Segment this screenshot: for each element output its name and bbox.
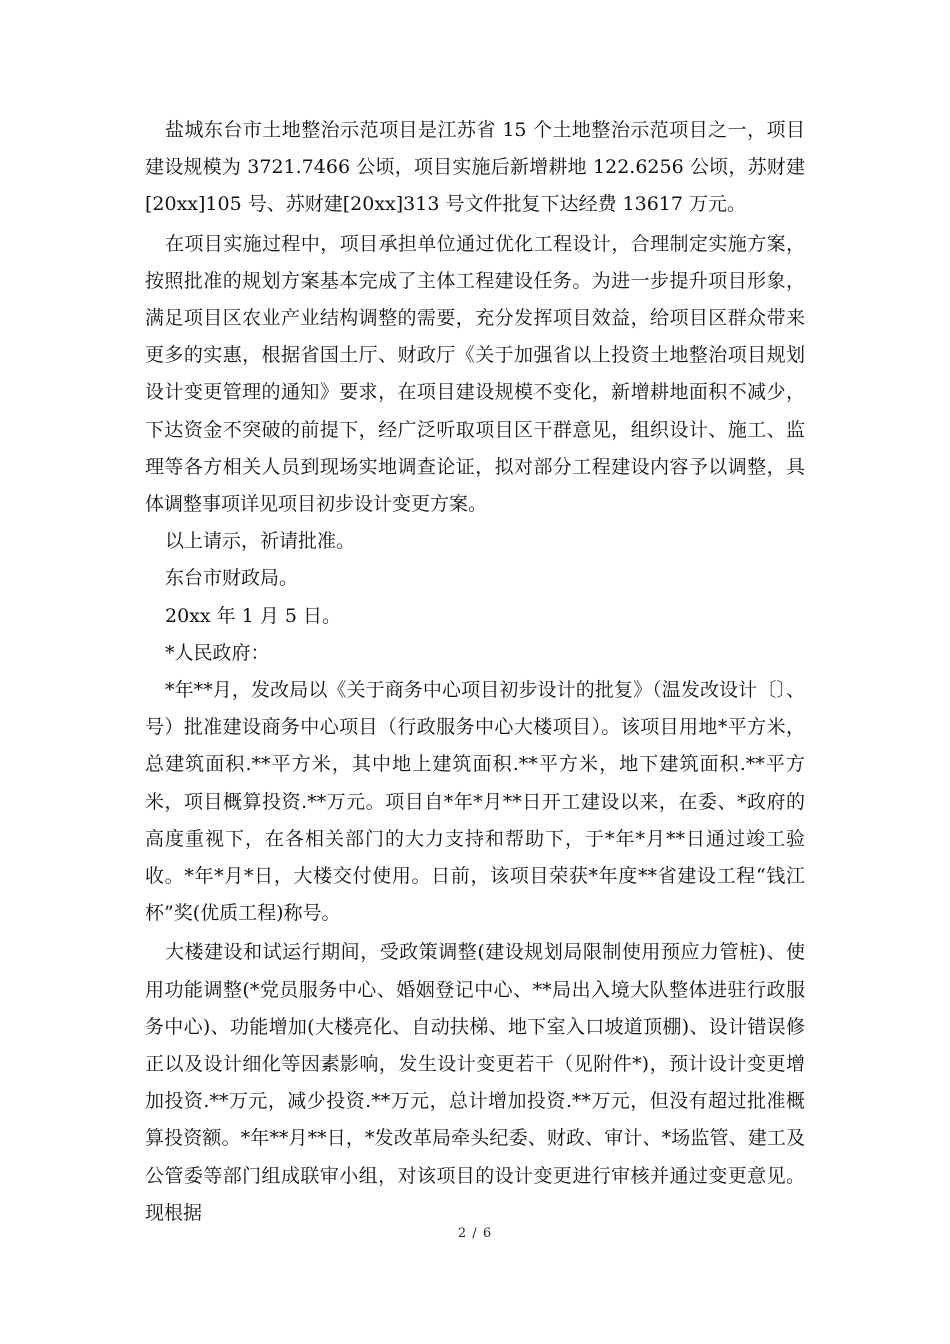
document-body bbox=[145, 112, 805, 1232]
paragraph-request-closing: 以上请示，祈请批准。 bbox=[165, 530, 356, 553]
paragraph-implementation: 在项目实施过程中，项目承担单位通过优化工程设计，合理制定实施方案，按照批准的规划方案基本完成了主体工程建设任务。为进一步提升项目形象，满足项目区农业产业结构调整的需要，充分发挥项目效益，给项目区群众带来更多的实惠，根据省国土厅、财政厅《关于加强省以上投资土地整治项目规划设计变更管理的通知》要求，在项目建设规模不变化，新增耕地面积不减少，下达资金不突破的前提下，经广泛听取项目区干群意见，组织设计、施工、监理等各方相关人员到现场实地调查论证，拟对部分工程建设内容予以调整，具体调整事项详见项目初步设计变更方案。 bbox=[145, 232, 805, 516]
paragraph-sender: 东台市财政局。 bbox=[165, 567, 299, 590]
paragraph-approval-history: *年**月，发改局以《关于商务中心项目初步设计的批复》（温发改设计〔〕、号）批准建设商务中心项目（行政服务中心大楼项目）。该项目用地*平方米，总建筑面积.**平方米，其中地上建筑面积.**平方米，地下建筑面积.**平方米，项目概算投资.**万元。项目自*年*月**日开工建设以来，在委、*政府的高度重视下，在各相关部门的大力支持和帮助下，于*年*月**日通过竣工验收。*年*月*日，大楼交付使用。日前，该项目荣获*年度**省建设工程“钱江杯”奖(优质工程)称号。 bbox=[145, 679, 805, 925]
paragraph-date: 20xx 年 1 月 5 日。 bbox=[165, 604, 341, 627]
page-number: 2 / 6 bbox=[457, 1226, 493, 1241]
paragraph-design-changes: 大楼建设和试运行期间，受政策调整(建设规划局限制使用预应力管桩)、使用功能调整(*党员服务中心、婚姻登记中心、**局出入境大队整体进驻行政服务中心)、功能增加(大楼亮化、自动扶梯、地下室入口坡道顶棚)、设计错误修正以及设计细化等因素影响，发生设计变更若干（见附件*)，预计设计变更增加投资.**万元，减少投资.**万元，总计增加投资.**万元，但没有超过批准概算投资额。*年**月**日，*发改革局牵头纪委、财政、审计、*场监管、建工及公管委等部门组成联审小组，对该项目的设计变更进行审核并通过变更意见。现根据 bbox=[145, 941, 805, 1224]
paragraph-salutation: *人民政府： bbox=[165, 641, 270, 664]
paragraph-project-intro: 盐城东台市土地整治示范项目是江苏省 15 个土地整治示范项目之一，项目建设规模为 3721.7466 公顷，项目实施后新增耕地 122.6256 公顷，苏财建[20xx]105 号、苏财建[20xx]313 号文件批复下达经费 13617 万元。 bbox=[145, 119, 805, 216]
